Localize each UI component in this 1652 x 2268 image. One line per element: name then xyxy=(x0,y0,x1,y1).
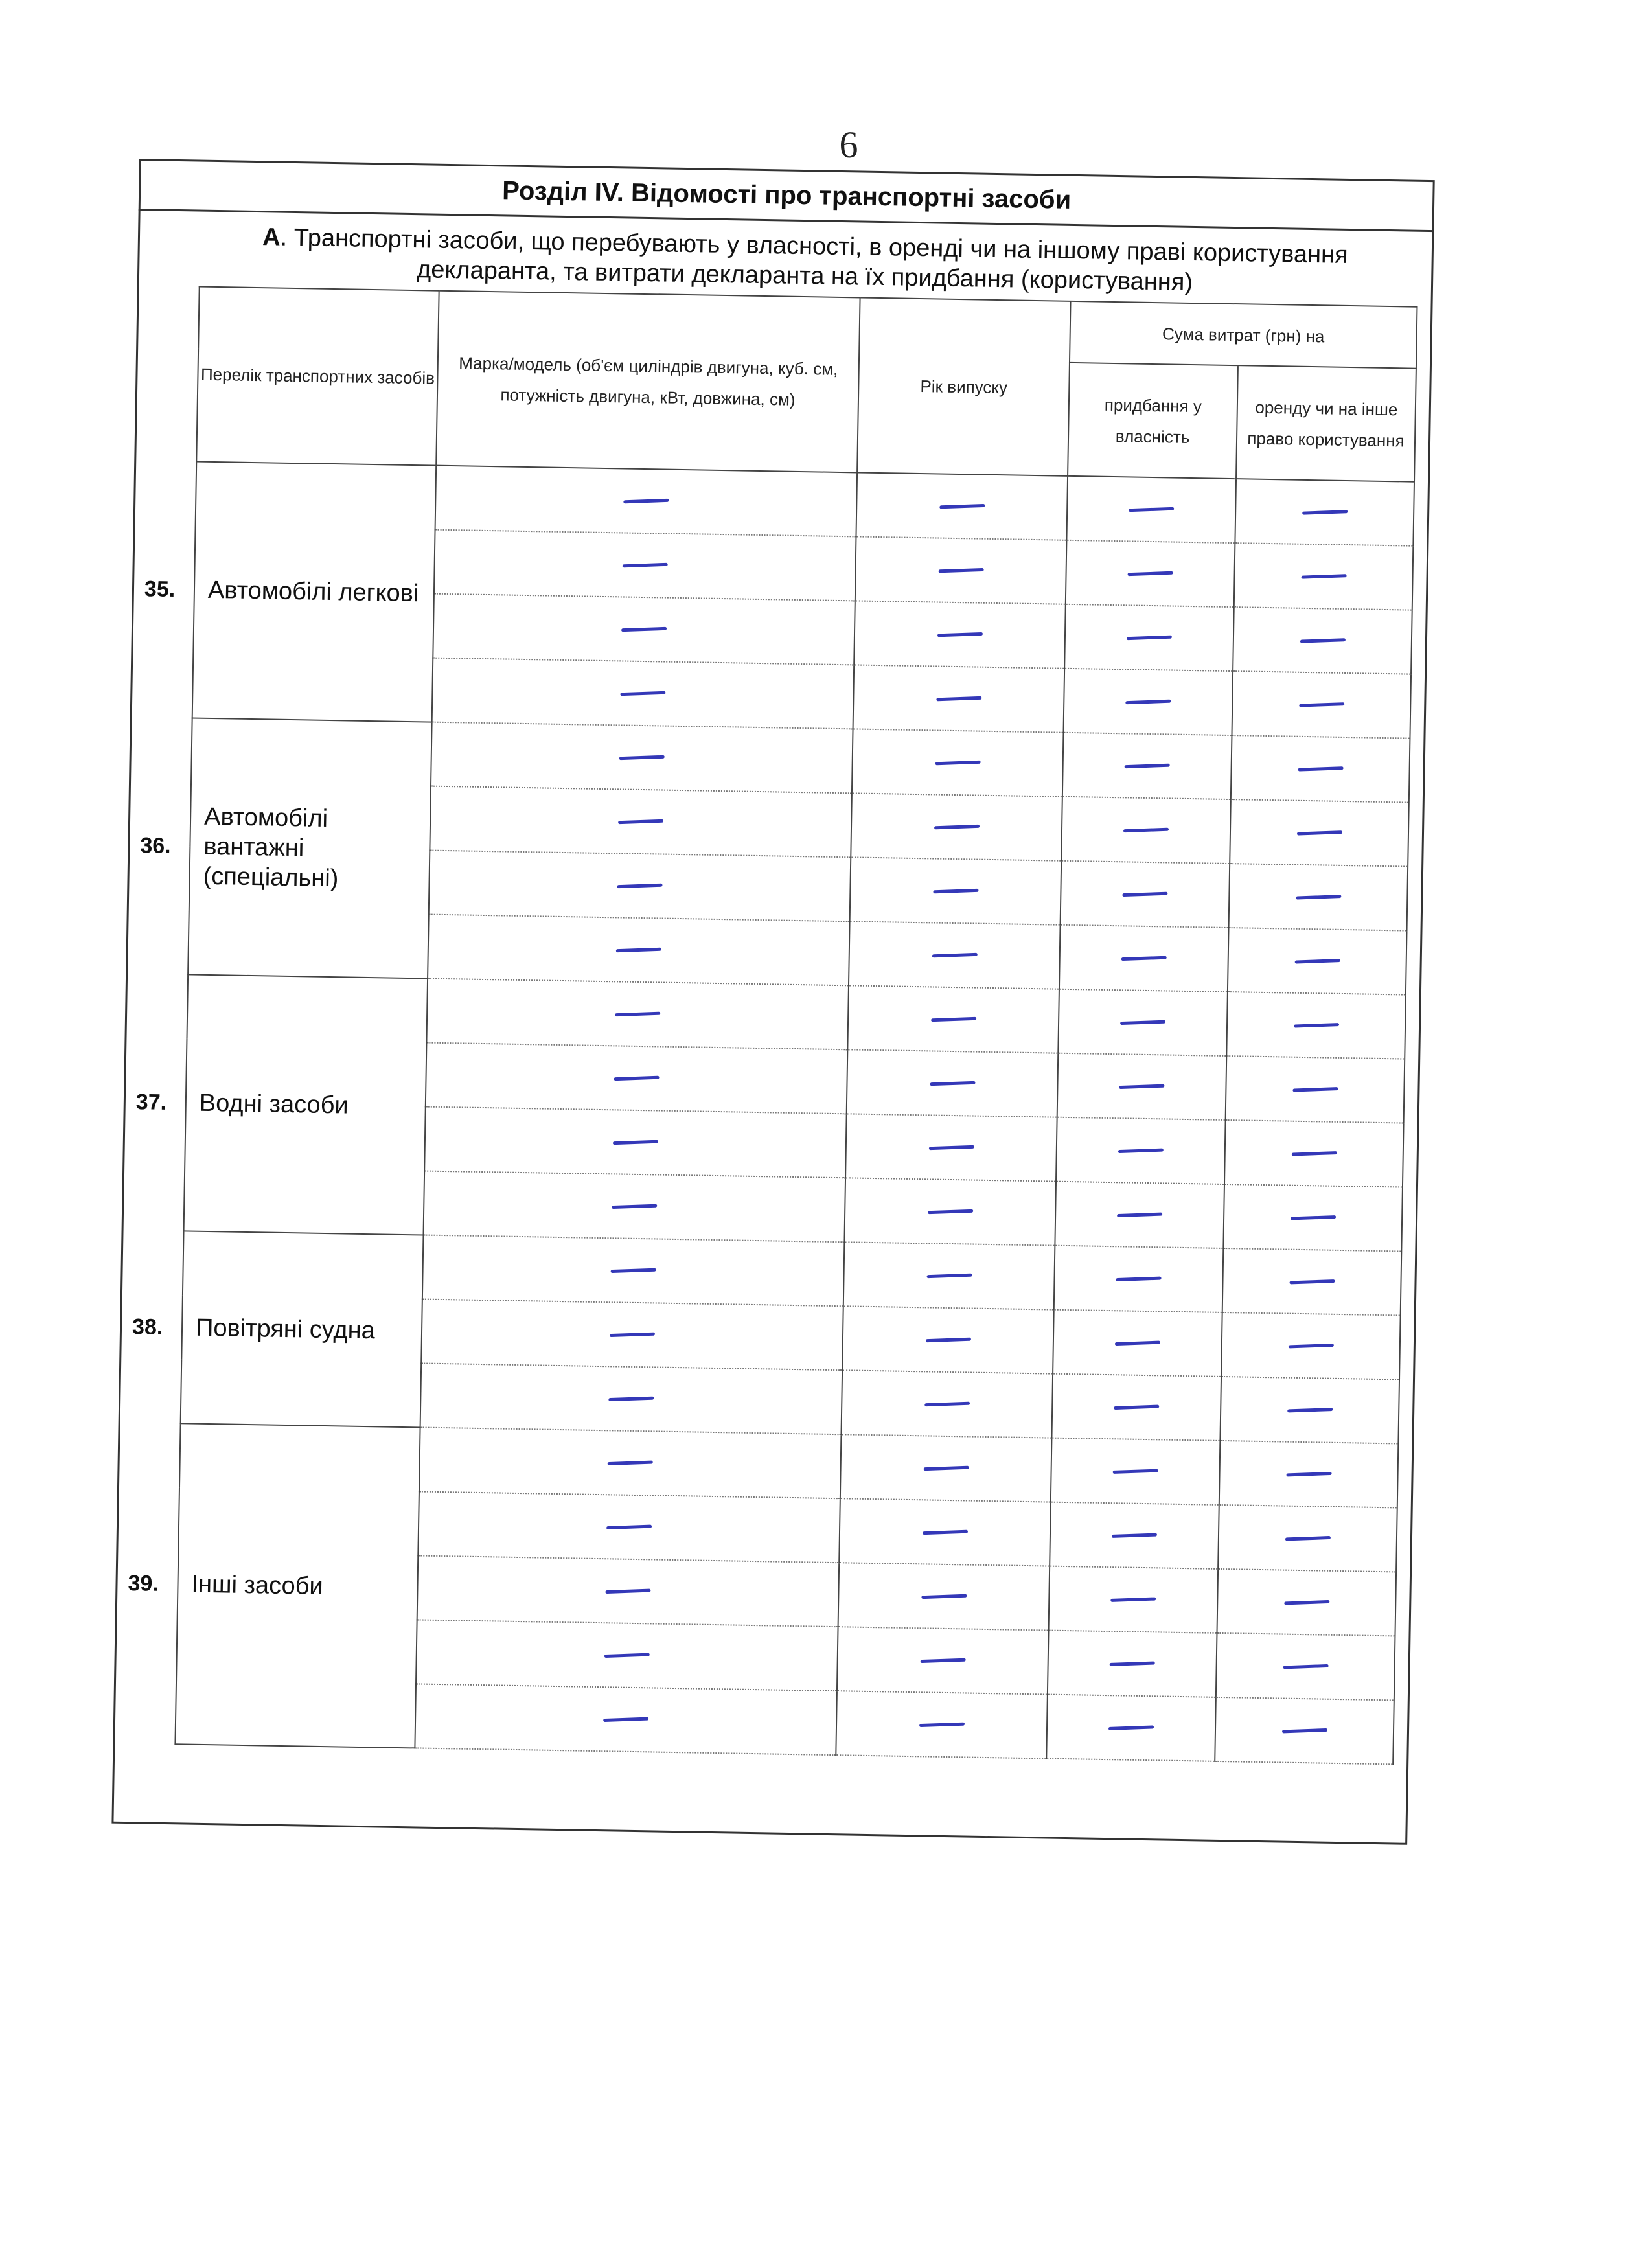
model-cell xyxy=(431,722,853,794)
purchase-cell xyxy=(1054,1246,1224,1312)
rent-cell xyxy=(1232,671,1411,739)
empty-entry-dash xyxy=(1286,1471,1331,1476)
purchase-cell xyxy=(1049,1566,1219,1633)
empty-entry-dash xyxy=(1118,1148,1164,1153)
purchase-cell xyxy=(1064,604,1234,671)
rent-cell xyxy=(1224,1120,1404,1187)
empty-entry-dash xyxy=(939,503,985,509)
empty-entry-dash xyxy=(1119,1084,1164,1089)
empty-entry-dash xyxy=(614,1075,660,1081)
empty-entry-dash xyxy=(1298,766,1343,772)
year-cell xyxy=(844,1178,1056,1245)
empty-entry-dash xyxy=(926,1273,972,1278)
empty-entry-dash xyxy=(620,691,665,696)
header-expenses: Сума витрат (грн) на xyxy=(1070,301,1417,369)
rent-cell xyxy=(1215,1697,1394,1765)
purchase-cell xyxy=(1066,540,1235,607)
model-cell xyxy=(434,530,856,601)
empty-entry-dash xyxy=(1125,699,1171,704)
empty-entry-dash xyxy=(606,1524,652,1529)
model-cell xyxy=(433,594,855,665)
year-cell xyxy=(843,1242,1055,1309)
year-cell xyxy=(842,1306,1054,1373)
model-cell xyxy=(416,1620,838,1691)
empty-entry-dash xyxy=(923,1465,969,1471)
category-label-cell xyxy=(132,1231,424,1427)
year-cell xyxy=(838,1563,1050,1630)
empty-entry-dash xyxy=(1125,763,1170,768)
declaration-sheet xyxy=(111,159,1447,1890)
category-number: 36. xyxy=(140,833,171,858)
model-cell xyxy=(415,1684,837,1755)
empty-entry-dash xyxy=(919,1722,965,1727)
empty-entry-dash xyxy=(1294,1023,1339,1028)
empty-entry-dash xyxy=(1127,635,1172,640)
empty-entry-dash xyxy=(1123,827,1169,832)
header-list: Перелік транспортних засобів xyxy=(196,287,439,466)
empty-entry-dash xyxy=(1284,1599,1329,1605)
empty-entry-dash xyxy=(619,755,665,760)
rent-cell xyxy=(1216,1633,1395,1701)
model-cell xyxy=(432,658,855,729)
empty-entry-dash xyxy=(1283,1664,1328,1669)
empty-entry-dash xyxy=(615,1011,660,1016)
empty-entry-dash xyxy=(933,888,978,893)
empty-entry-dash xyxy=(925,1337,970,1342)
category-number: 37. xyxy=(135,1090,167,1115)
empty-entry-dash xyxy=(608,1396,654,1401)
header-purchase: придбання у власність xyxy=(1068,363,1238,479)
category-label-cell xyxy=(140,718,432,978)
empty-entry-dash xyxy=(934,824,980,829)
purchase-cell xyxy=(1061,861,1230,928)
empty-entry-dash xyxy=(1287,1407,1333,1412)
subtitle-text: . Транспортні засоби, що перебувають у власності, в оренді чи на іншому праві користування декларанта, та витрати декларанта на їх придбання (користування) xyxy=(280,223,1348,296)
empty-entry-dash xyxy=(611,1268,656,1273)
year-cell xyxy=(850,857,1062,924)
rent-cell xyxy=(1228,928,1407,995)
model-cell xyxy=(426,1043,848,1114)
section-title: Розділ IV. Відомості про транспортні засоби xyxy=(139,159,1435,232)
purchase-cell xyxy=(1057,1053,1227,1120)
empty-entry-dash xyxy=(938,567,983,573)
rent-cell xyxy=(1230,799,1409,867)
purchase-cell xyxy=(1058,989,1228,1056)
empty-entry-dash xyxy=(1291,1215,1336,1220)
empty-entry-dash xyxy=(1121,956,1167,961)
year-cell xyxy=(849,921,1061,989)
year-cell xyxy=(839,1498,1051,1566)
rent-cell xyxy=(1235,479,1414,546)
year-cell xyxy=(845,1114,1057,1181)
empty-entry-dash xyxy=(613,1140,658,1145)
empty-entry-dash xyxy=(932,952,977,957)
category-label-cell xyxy=(135,974,428,1235)
rent-cell xyxy=(1221,1312,1401,1380)
empty-entry-dash xyxy=(1302,510,1348,515)
purchase-cell xyxy=(1061,797,1231,864)
purchase-cell xyxy=(1050,1502,1219,1569)
empty-entry-dash xyxy=(1292,1087,1338,1092)
empty-entry-dash xyxy=(928,1145,974,1150)
model-cell xyxy=(430,786,852,858)
rent-cell xyxy=(1226,1056,1405,1123)
year-cell xyxy=(836,1691,1048,1758)
year-cell xyxy=(840,1434,1052,1502)
empty-entry-dash xyxy=(1128,571,1173,576)
model-cell xyxy=(421,1299,843,1370)
empty-entry-dash xyxy=(935,760,980,765)
category-number: 35. xyxy=(144,577,176,602)
empty-entry-dash xyxy=(1281,1728,1327,1733)
purchase-cell xyxy=(1048,1631,1217,1697)
rent-cell xyxy=(1234,543,1414,610)
empty-entry-dash xyxy=(603,1717,648,1722)
empty-entry-dash xyxy=(1117,1212,1162,1217)
rent-cell xyxy=(1222,1248,1402,1316)
empty-entry-dash xyxy=(936,696,981,701)
year-cell xyxy=(851,793,1062,860)
model-cell xyxy=(424,1107,847,1178)
empty-entry-dash xyxy=(1285,1535,1330,1541)
category-label: Інші засоби xyxy=(191,1570,323,1600)
rent-cell xyxy=(1220,1377,1399,1444)
purchase-cell xyxy=(1051,1438,1221,1505)
empty-entry-dash xyxy=(612,1204,657,1209)
year-cell xyxy=(853,665,1065,732)
empty-entry-dash xyxy=(937,632,982,637)
model-cell xyxy=(428,915,850,986)
model-cell xyxy=(435,466,858,537)
empty-entry-dash xyxy=(928,1209,973,1214)
model-cell xyxy=(419,1427,842,1498)
rent-cell xyxy=(1229,864,1408,931)
empty-entry-dash xyxy=(617,883,662,888)
model-cell xyxy=(418,1491,840,1563)
empty-entry-dash xyxy=(1299,702,1344,707)
empty-entry-dash xyxy=(621,626,667,632)
purchase-cell xyxy=(1064,669,1233,735)
category-number: 38. xyxy=(132,1314,163,1340)
empty-entry-dash xyxy=(1110,1597,1156,1602)
empty-entry-dash xyxy=(1296,830,1342,836)
category-label: Повітряні судна xyxy=(195,1314,376,1344)
empty-entry-dash xyxy=(605,1588,650,1594)
empty-entry-dash xyxy=(623,562,668,567)
rent-cell xyxy=(1223,1184,1403,1252)
rent-cell xyxy=(1231,735,1410,803)
year-cell xyxy=(855,536,1067,604)
category-label: Водні засоби xyxy=(199,1089,349,1119)
purchase-cell xyxy=(1062,733,1232,799)
empty-entry-dash xyxy=(1122,891,1167,897)
empty-entry-dash xyxy=(930,1081,975,1086)
empty-entry-dash xyxy=(608,1460,653,1465)
category-number: 39. xyxy=(128,1570,159,1596)
empty-entry-dash xyxy=(1129,507,1174,512)
empty-entry-dash xyxy=(1114,1404,1159,1410)
year-cell xyxy=(841,1370,1053,1438)
transport-table xyxy=(128,286,1417,1765)
purchase-cell xyxy=(1056,1117,1226,1184)
empty-entry-dash xyxy=(931,1016,976,1022)
empty-entry-dash xyxy=(921,1594,967,1599)
purchase-cell xyxy=(1059,925,1229,992)
header-year: Рік випуску xyxy=(857,297,1070,475)
rent-cell xyxy=(1217,1569,1396,1636)
year-cell xyxy=(854,601,1066,668)
empty-entry-dash xyxy=(1288,1343,1333,1348)
category-label-cell xyxy=(144,462,437,722)
empty-entry-dash xyxy=(920,1658,965,1663)
empty-entry-dash xyxy=(604,1653,650,1658)
year-cell xyxy=(837,1627,1049,1694)
empty-entry-dash xyxy=(618,819,663,824)
empty-entry-dash xyxy=(922,1529,967,1535)
rent-cell xyxy=(1218,1505,1397,1572)
rent-cell xyxy=(1233,607,1412,674)
empty-entry-dash xyxy=(1120,1020,1165,1025)
model-cell xyxy=(417,1555,840,1627)
purchase-cell xyxy=(1051,1374,1221,1441)
empty-entry-dash xyxy=(1301,574,1346,579)
purchase-cell xyxy=(1055,1182,1224,1248)
category-label: Автомобілі легкові xyxy=(207,576,419,608)
model-cell xyxy=(426,979,849,1050)
empty-entry-dash xyxy=(924,1401,970,1406)
empty-entry-dash xyxy=(616,947,661,952)
empty-entry-dash xyxy=(1296,895,1341,900)
header-model: Марка/модель (об'єм циліндрів двигуна, куб. см, потужність двигуна, кВт, довжина, см) xyxy=(436,291,860,473)
purchase-cell xyxy=(1066,476,1236,543)
model-cell xyxy=(422,1235,845,1306)
empty-entry-dash xyxy=(1110,1661,1155,1666)
year-cell xyxy=(847,985,1059,1053)
empty-entry-dash xyxy=(1116,1276,1161,1281)
purchase-cell xyxy=(1046,1695,1216,1761)
year-cell xyxy=(856,472,1068,540)
page-number: 6 xyxy=(839,124,858,166)
model-cell xyxy=(424,1171,846,1243)
empty-entry-dash xyxy=(610,1332,655,1337)
empty-entry-dash xyxy=(623,498,669,503)
rent-cell xyxy=(1219,1441,1399,1508)
category-label: Автомобілі вантажні (спеціальні) xyxy=(203,803,339,893)
empty-entry-dash xyxy=(1112,1533,1157,1538)
empty-entry-dash xyxy=(1294,959,1340,964)
rent-cell xyxy=(1226,992,1406,1059)
year-cell xyxy=(847,1049,1059,1117)
subtitle-letter: А xyxy=(262,223,281,251)
empty-entry-dash xyxy=(1108,1725,1154,1730)
empty-entry-dash xyxy=(1291,1151,1337,1156)
transport-table-body xyxy=(128,462,1414,1765)
header-rent: оренду чи на інше право користування xyxy=(1236,365,1416,482)
empty-entry-dash xyxy=(1300,638,1345,643)
empty-entry-dash xyxy=(1113,1469,1158,1474)
year-cell xyxy=(852,729,1064,796)
model-cell xyxy=(429,851,851,922)
empty-entry-dash xyxy=(1289,1279,1335,1284)
purchase-cell xyxy=(1053,1310,1222,1377)
category-label-cell xyxy=(128,1423,420,1748)
model-cell xyxy=(420,1363,843,1434)
empty-entry-dash xyxy=(1115,1340,1160,1346)
